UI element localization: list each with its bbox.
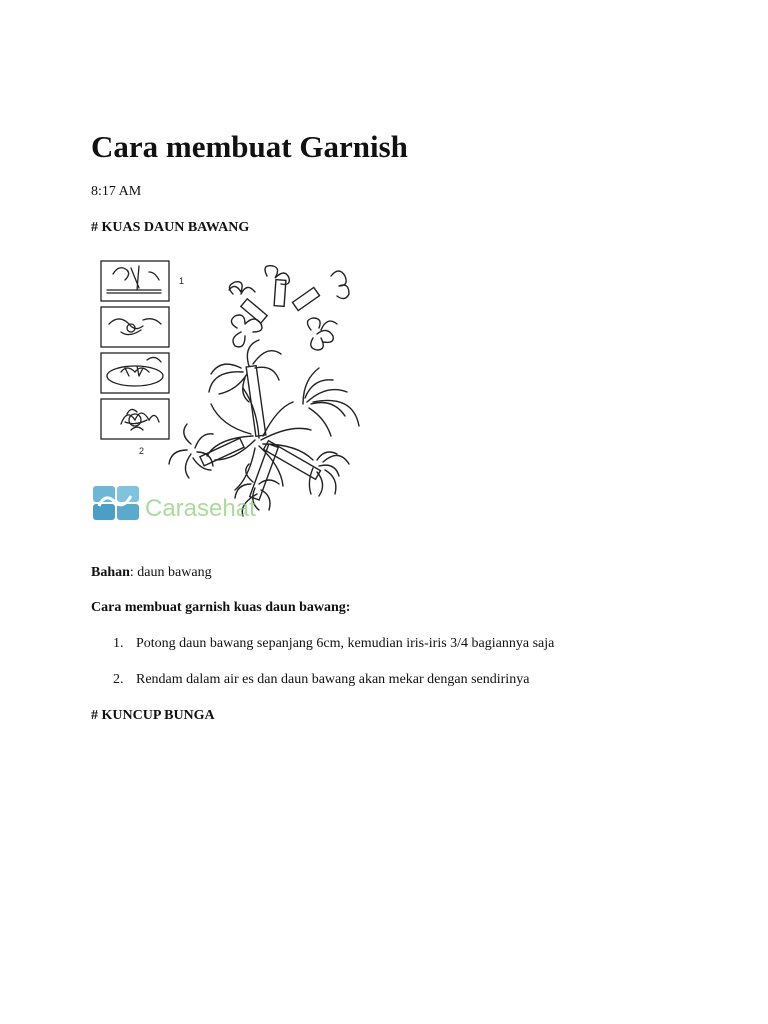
- steps-heading: Cara membuat garnish kuas daun bawang:: [91, 600, 351, 615]
- post-time: 8:17 AM: [91, 184, 142, 199]
- section-heading-kuas-daun-bawang: # KUAS DAUN BAWANG: [91, 220, 250, 235]
- watermark-text: Carasehat: [145, 495, 256, 522]
- step-number: 2.: [113, 672, 124, 687]
- illustration-kuas-daun-bawang: [91, 254, 375, 526]
- panel-label-1: 1: [179, 276, 185, 286]
- step-frame-1: [101, 261, 169, 301]
- panel-label-2: 2: [139, 446, 145, 456]
- ingredients-label: Bahan: [91, 565, 130, 580]
- page-title: Cara membuat Garnish: [91, 129, 408, 164]
- ingredients-value: : daun bawang: [129, 565, 212, 580]
- step-text: Rendam dalam air es dan daun bawang akan mekar dengan sendirinya: [136, 672, 530, 687]
- section-heading-kuncup-bunga: # KUNCUP BUNGA: [91, 708, 215, 723]
- step-text: Potong daun bawang sepanjang 6cm, kemudian iris-iris 3/4 bagiannya saja: [136, 636, 555, 651]
- step-number: 1.: [113, 636, 124, 651]
- ingredients-line: [91, 564, 212, 582]
- watermark-logo: [93, 486, 256, 522]
